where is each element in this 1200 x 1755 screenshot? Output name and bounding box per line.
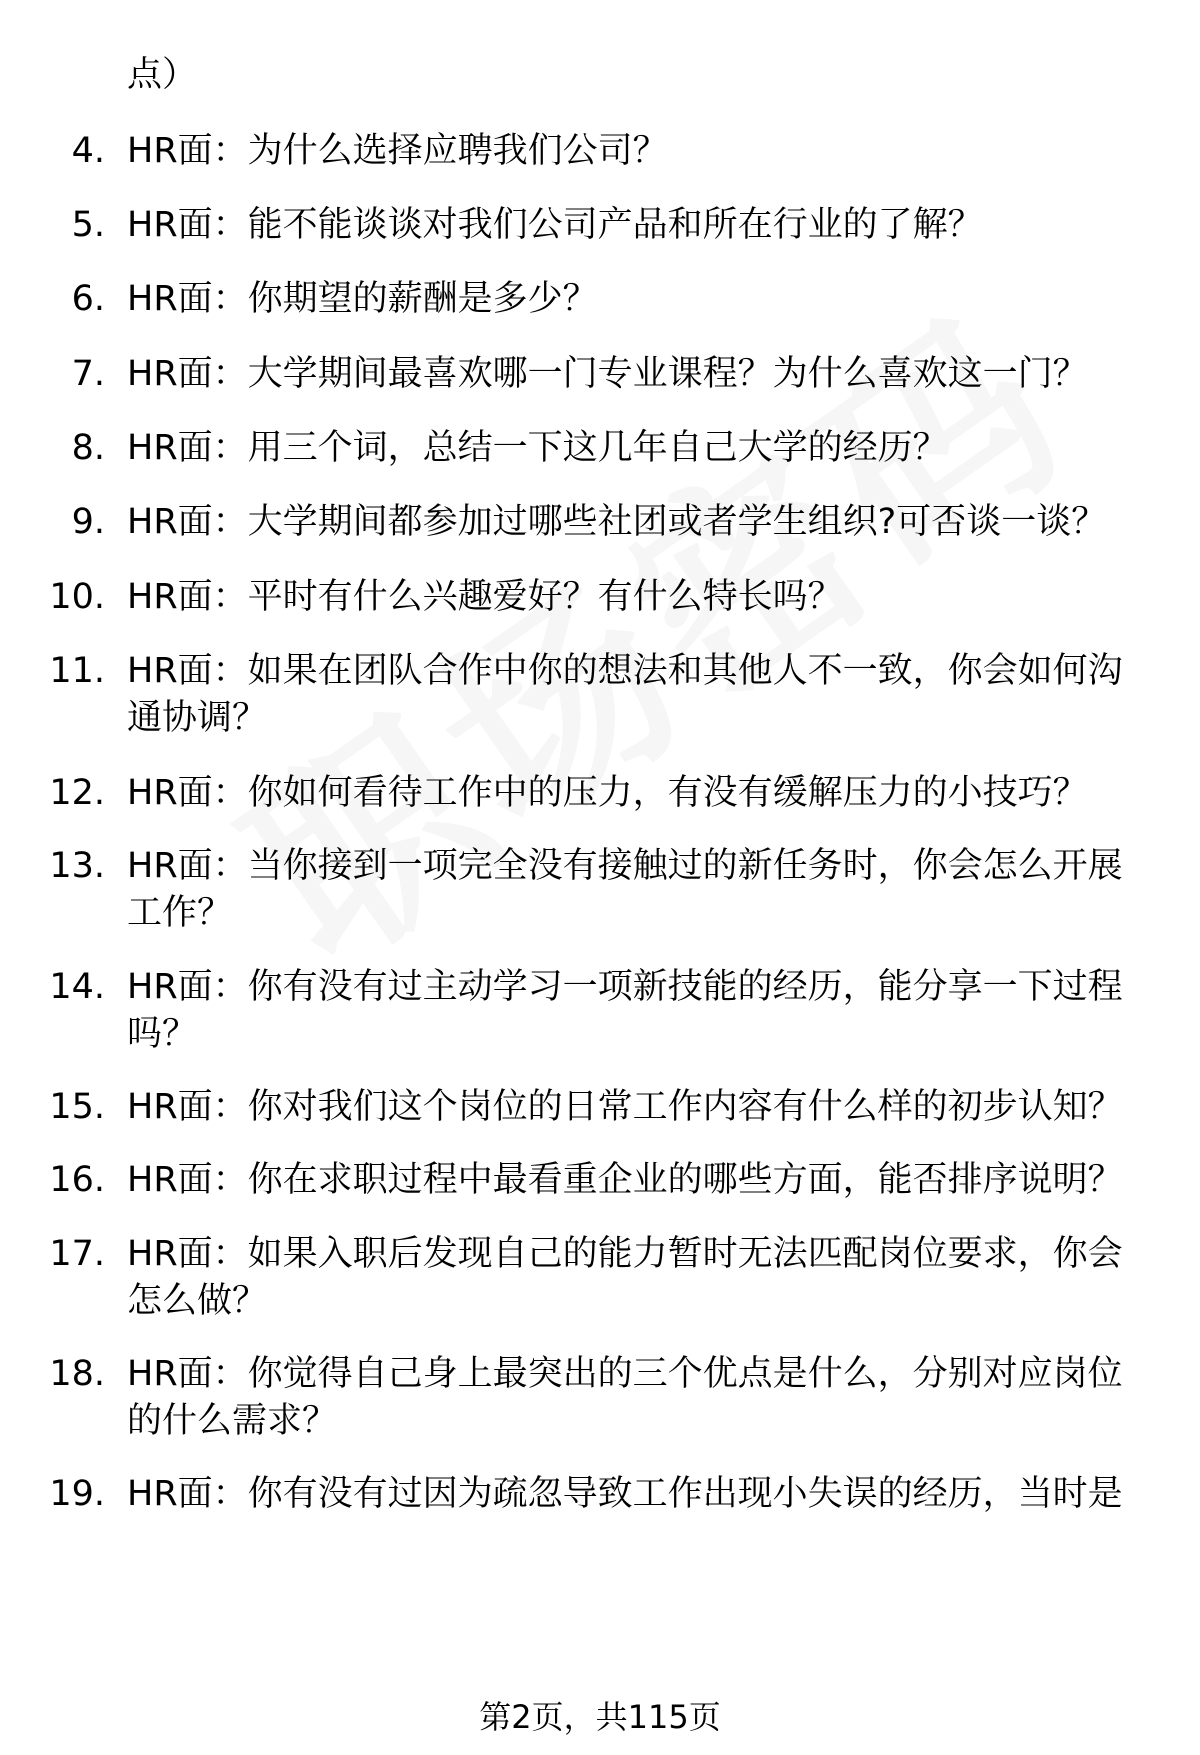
question-text: HR面：你期望的薪酬是多少？ [127,279,598,319]
question-number: 6. [71,279,105,319]
question-text: HR面：你在求职过程中最看重企业的哪些方面，能否排序说明？ [127,1160,1123,1200]
page-footer: 第2页，共115页 [479,1698,721,1736]
question-number: 17. [49,1234,105,1274]
question-number: 15. [49,1087,105,1127]
question-text: HR面：你有没有过主动学习一项新技能的经历，能分享一下过程吗？ [127,967,1123,1054]
question-number: 18. [49,1354,105,1394]
question-text: HR面：为什么选择应聘我们公司？ [127,131,668,171]
question-text: HR面：能不能谈谈对我们公司产品和所在行业的了解？ [127,205,983,245]
question-number: 19. [49,1474,105,1514]
question-text: HR面：你觉得自己身上最突出的三个优点是什么，分别对应岗位的什么需求？ [127,1354,1123,1441]
question-text: HR面：如果入职后发现自己的能力暂时无法匹配岗位要求，你会怎么做？ [127,1234,1123,1321]
question-text: HR面：当你接到一项完全没有接触过的新任务时，你会怎么开展工作？ [127,846,1123,933]
question-number: 10. [49,577,105,617]
question-number: 14. [49,967,105,1007]
question-text: HR面：如果在团队合作中你的想法和其他人不一致，你会如何沟通协调？ [127,651,1123,738]
question-text: HR面：大学期间都参加过哪些社团或者学生组织?可否谈一谈？ [127,502,1107,542]
question-number: 13. [49,846,105,886]
question-number: 11. [49,651,105,691]
question-text: HR面：你有没有过因为疏忽导致工作出现小失误的经历，当时是 [127,1474,1123,1514]
question-number: 9. [71,502,105,542]
question-number: 12. [49,773,105,813]
question-text: HR面：平时有什么兴趣爱好？有什么特长吗？ [127,577,843,617]
question-text: HR面：你如何看待工作中的压力，有没有缓解压力的小技巧？ [127,773,1088,813]
continuation-text: 点） [127,55,198,95]
question-number: 4. [71,131,105,171]
question-text: HR面：你对我们这个岗位的日常工作内容有什么样的初步认知？ [127,1087,1123,1127]
question-number: 16. [49,1160,105,1200]
question-number: 8. [71,428,105,468]
question-text: HR面：用三个词，总结一下这几年自己大学的经历？ [127,428,948,468]
question-text: HR面：大学期间最喜欢哪一门专业课程？为什么喜欢这一门？ [127,354,1088,394]
question-number: 5. [71,205,105,245]
question-number: 7. [71,354,105,394]
